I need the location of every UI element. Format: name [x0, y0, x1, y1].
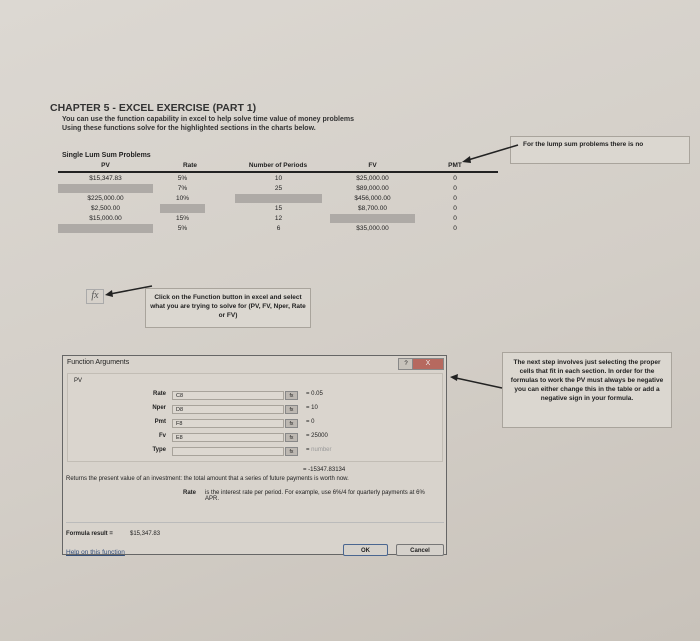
cell-pmt: 0 [453, 185, 457, 192]
cell-nper: 6 [276, 225, 281, 232]
arg-label: Nper [152, 405, 166, 411]
formula-result-label: Formula result = [66, 531, 113, 537]
cell-pv [58, 224, 153, 233]
cell-fv: $456,000.00 [354, 195, 391, 202]
cell-pmt: 0 [453, 195, 457, 202]
function-name: PV [74, 378, 83, 384]
col-header-pv: PV [101, 162, 110, 169]
pmt-callout: For the lump sum problems there is no [510, 136, 690, 164]
arg-input-fv[interactable]: E8 [172, 433, 284, 442]
collapse-dialog-icon[interactable]: fx [285, 419, 298, 428]
arg-value-text: 10 [311, 405, 318, 411]
col-header-nper: Number of Periods [248, 162, 308, 169]
cell-pmt: 0 [453, 175, 457, 182]
arg-value: = 25000 [306, 433, 328, 439]
function-button-icon: fx [86, 289, 104, 304]
cell-pmt: 0 [453, 215, 457, 222]
cell-nper: 25 [274, 185, 283, 192]
cell-pmt: 0 [453, 205, 457, 212]
header-rule [58, 171, 498, 173]
collapse-dialog-icon[interactable]: fx [285, 405, 298, 414]
cell-fv: $35,000.00 [356, 225, 389, 232]
cell-rate: 5% [177, 175, 188, 182]
function-description: Returns the present value of an investment: the total amount that a series of future payments is worth now. [66, 476, 349, 482]
arg-input-nper[interactable]: D8 [172, 405, 284, 414]
arg-label: Fv [158, 433, 166, 439]
cell-rate [160, 204, 205, 213]
close-icon[interactable]: X [412, 358, 444, 370]
formula-result-value: $15,347.83 [130, 531, 161, 537]
cell-fv: $89,000.00 [356, 185, 389, 192]
cancel-button[interactable]: Cancel [396, 544, 444, 556]
arg-value: = 10 [306, 405, 318, 411]
cell-pv [58, 184, 153, 193]
collapse-dialog-icon[interactable]: fx [285, 391, 298, 400]
cell-rate: 15% [175, 215, 189, 222]
intro-line-2: Using these functions solve for the highlighted sections in the charts below. [62, 125, 316, 132]
collapse-dialog-icon[interactable]: fx [285, 447, 298, 456]
cell-nper: 15 [274, 205, 283, 212]
pv-callout: The next step involves just selecting the proper cells that fit in each section. In order for the formulas to work the PV must always be negative you can either change this in the table or add a negative sign in your formula. [502, 352, 672, 428]
col-header-rate: Rate [182, 162, 198, 169]
cell-pv: $15,000.00 [89, 215, 122, 222]
table-title: Single Lum Sum Problems [62, 152, 151, 159]
cell-nper: 12 [274, 215, 283, 222]
arg-label: Rate [152, 391, 166, 397]
cell-fv: $25,000.00 [356, 175, 389, 182]
cell-rate: 10% [175, 195, 189, 202]
help-on-function-link[interactable]: Help on this function [66, 549, 125, 556]
cell-rate: 5% [177, 225, 188, 232]
cell-pv: $2,500.00 [91, 205, 120, 212]
arg-value-text: 0 [311, 419, 315, 425]
result-value: -15347.83134 [308, 467, 346, 473]
arguments-panel [67, 373, 443, 462]
intro-line-1: You can use the function capability in excel to help solve time value of money problems [62, 116, 354, 123]
cell-pmt: 0 [453, 225, 457, 232]
arg-help-label: Rate [183, 490, 197, 496]
cell-nper [235, 194, 322, 203]
cell-fv [330, 214, 415, 223]
arg-input-pmt[interactable]: F8 [172, 419, 284, 428]
arg-value-text: 25000 [311, 433, 328, 439]
page-title: CHAPTER 5 - EXCEL EXERCISE (PART 1) [50, 102, 257, 114]
col-header-fv: FV [368, 162, 377, 169]
arg-input-type[interactable] [172, 447, 284, 456]
arg-value-text: number [311, 447, 332, 453]
arg-value: = 0 [306, 419, 315, 425]
arg-label: Pmt [154, 419, 166, 425]
arg-help-text: is the interest rate per period. For example, use 6%/4 for quarterly payments at 6% APR. [205, 490, 425, 502]
arrow-icon [448, 372, 504, 392]
help-icon[interactable]: ? [398, 358, 414, 370]
cell-pv: $15,347.83 [89, 175, 122, 182]
col-header-pmt: PMT [448, 162, 462, 169]
arg-input-rate[interactable]: C8 [172, 391, 284, 400]
cell-pv: $225,000.00 [87, 195, 124, 202]
arg-value-text: 0.05 [311, 391, 323, 397]
arg-value: = number [306, 447, 332, 453]
divider [66, 522, 444, 523]
cell-nper: 10 [274, 175, 283, 182]
collapse-dialog-icon[interactable]: fx [285, 433, 298, 442]
ok-button[interactable]: OK [343, 544, 388, 556]
cell-rate: 7% [177, 185, 188, 192]
arg-label: Type [152, 447, 166, 453]
cell-fv: $8,700.00 [358, 205, 387, 212]
dialog-title: Function Arguments [67, 359, 130, 366]
arg-value: = 0.05 [306, 391, 323, 397]
function-arguments-dialog [62, 355, 447, 555]
arrow-icon [450, 140, 520, 170]
fx-callout: Click on the Function button in excel and select what you are trying to solve for (PV, FV, Nper, Rate or FV) [145, 288, 311, 328]
result-equals: = -15347.83134 [303, 467, 346, 473]
